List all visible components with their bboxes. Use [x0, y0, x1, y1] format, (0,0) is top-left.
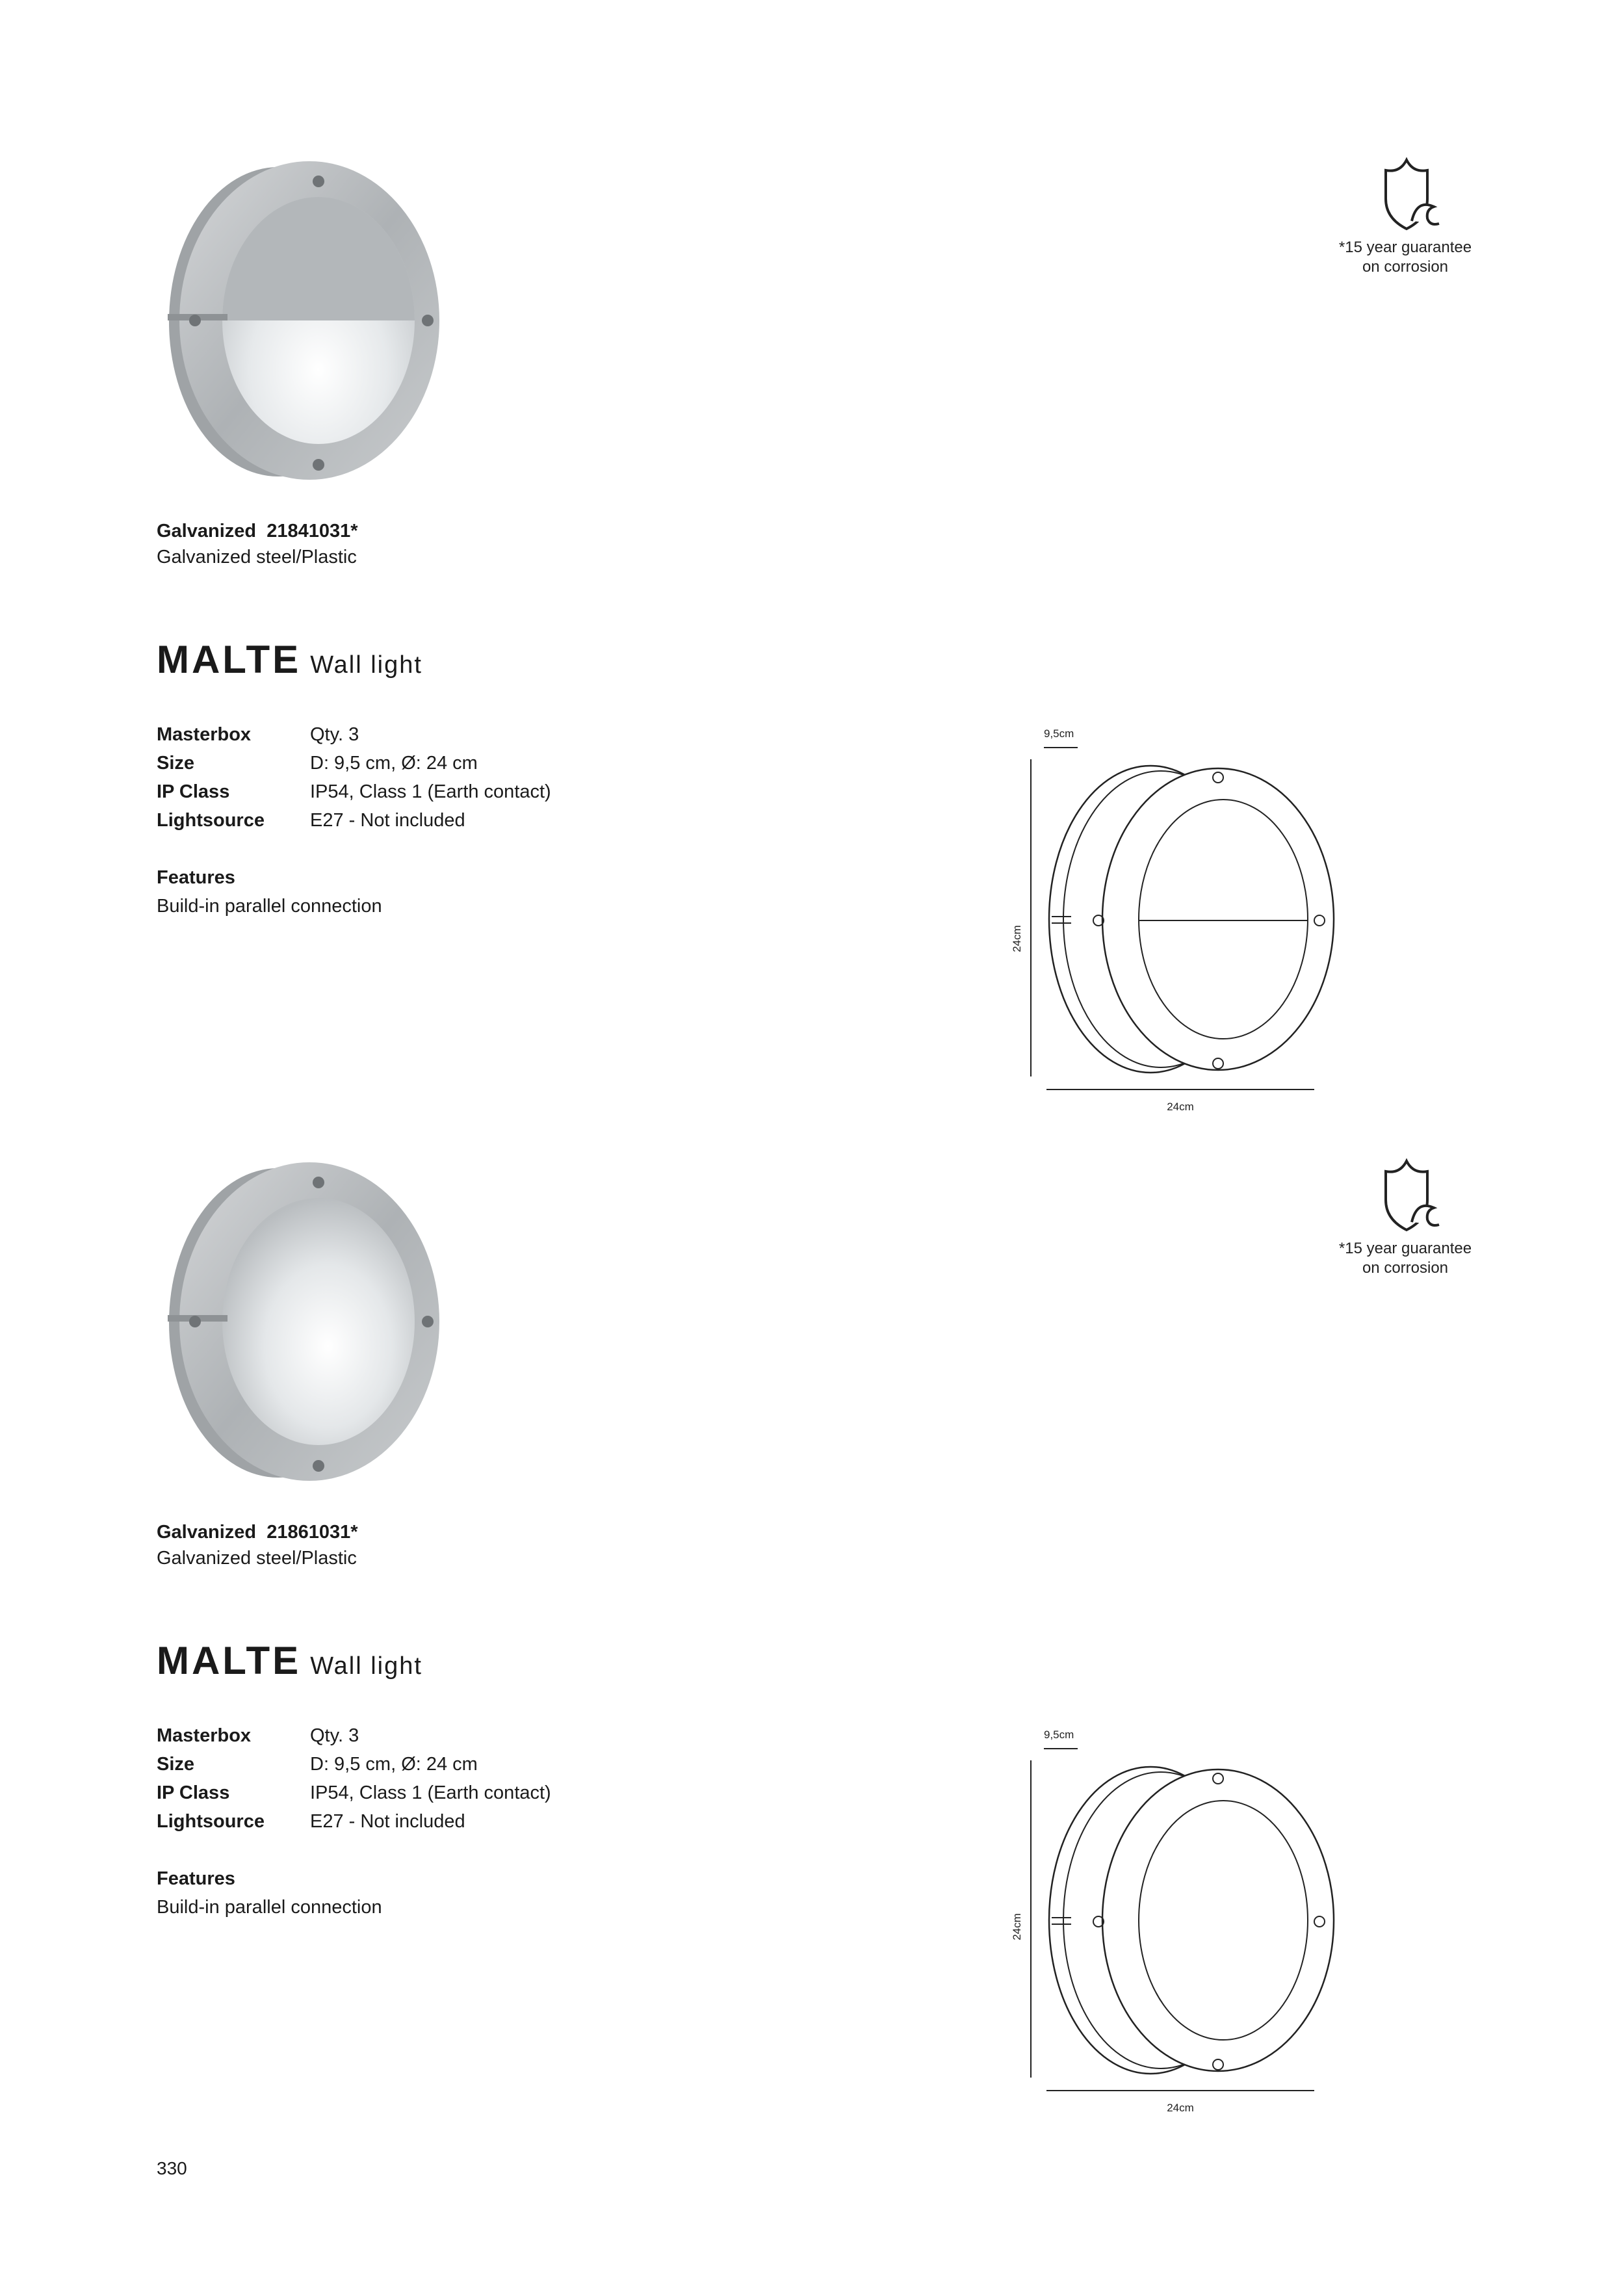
spec-key: Size [157, 1754, 195, 1775]
guarantee-text-line2: on corrosion [1362, 1259, 1449, 1277]
corrosion-guarantee-1 [1327, 156, 1483, 277]
variant-material: Galvanized steel/Plastic [157, 547, 357, 567]
variant-info-1 [157, 518, 358, 570]
features-value-1: Build-in parallel connection [157, 896, 382, 917]
width-dimension-label: 24cm [1167, 1101, 1194, 1113]
product-name: MALTE [157, 1639, 302, 1682]
spec-value: Qty. 3 [310, 1725, 359, 1746]
guarantee-text-line1: *15 year guarantee [1338, 239, 1472, 256]
spec-row-ip-class [157, 777, 551, 806]
spec-row-ip-class [157, 1779, 551, 1807]
variant-label: Galvanized [157, 521, 257, 541]
guarantee-text-line2: on corrosion [1362, 258, 1449, 276]
spec-key: Masterbox [157, 724, 252, 745]
spec-key: IP Class [157, 781, 230, 802]
product-photo-2 [148, 1154, 447, 1492]
width-dimension-label: 24cm [1167, 2102, 1194, 2114]
variant-code: 21841031* [266, 521, 358, 541]
corrosion-guarantee-2 [1327, 1157, 1483, 1278]
technical-drawing-1 [994, 720, 1345, 1123]
spec-value: E27 - Not included [310, 810, 465, 831]
features-value-2: Build-in parallel connection [157, 1897, 382, 1918]
spec-value: IP54, Class 1 (Earth contact) [310, 1782, 551, 1803]
product-photo-1 [148, 153, 447, 491]
spec-value: IP54, Class 1 (Earth contact) [310, 781, 551, 802]
height-dimension-label: 24cm [1011, 1913, 1023, 1940]
spec-value: D: 9,5 cm, Ø: 24 cm [310, 1754, 478, 1775]
spec-key: Masterbox [157, 1725, 252, 1746]
product-subtitle: Wall light [310, 1652, 422, 1680]
page-number: 330 [157, 2158, 187, 2178]
product-subtitle: Wall light [310, 651, 422, 679]
guarantee-text-line1: *15 year guarantee [1338, 1240, 1472, 1257]
lamp-line-drawing-full-glass [994, 1721, 1345, 2124]
variant-label: Galvanized [157, 1522, 257, 1543]
spec-value: E27 - Not included [310, 1811, 465, 1832]
features-heading-1: Features [157, 867, 235, 888]
lamp-photo-half-shade [148, 153, 447, 491]
spec-value: Qty. 3 [310, 724, 359, 745]
product-title-2 [157, 1638, 422, 1683]
spec-key: Lightsource [157, 1811, 265, 1832]
spec-row-lightsource [157, 806, 465, 835]
product-title-1 [157, 637, 422, 682]
depth-dimension-label: 9,5cm [1044, 727, 1074, 740]
spec-row-size [157, 749, 478, 777]
spec-row-masterbox [157, 720, 359, 749]
spec-key: IP Class [157, 1782, 230, 1803]
depth-dimension-label: 9,5cm [1044, 1729, 1074, 1741]
height-dimension-label: 24cm [1011, 925, 1023, 952]
spec-row-size [157, 1750, 478, 1779]
lamp-line-drawing-half-shade [994, 720, 1345, 1123]
technical-drawing-2 [994, 1721, 1345, 2124]
shield-wave-icon [1366, 1157, 1444, 1235]
features-heading-2: Features [157, 1868, 235, 1889]
spec-row-lightsource [157, 1807, 465, 1836]
spec-value: D: 9,5 cm, Ø: 24 cm [310, 753, 478, 774]
variant-code: 21861031* [266, 1522, 358, 1543]
variant-info-2 [157, 1519, 358, 1571]
lamp-photo-full-glass [148, 1154, 447, 1492]
shield-wave-icon [1366, 156, 1444, 234]
spec-key: Size [157, 753, 195, 774]
spec-row-masterbox [157, 1721, 359, 1750]
spec-key: Lightsource [157, 810, 265, 831]
variant-material: Galvanized steel/Plastic [157, 1548, 357, 1569]
product-name: MALTE [157, 638, 302, 681]
